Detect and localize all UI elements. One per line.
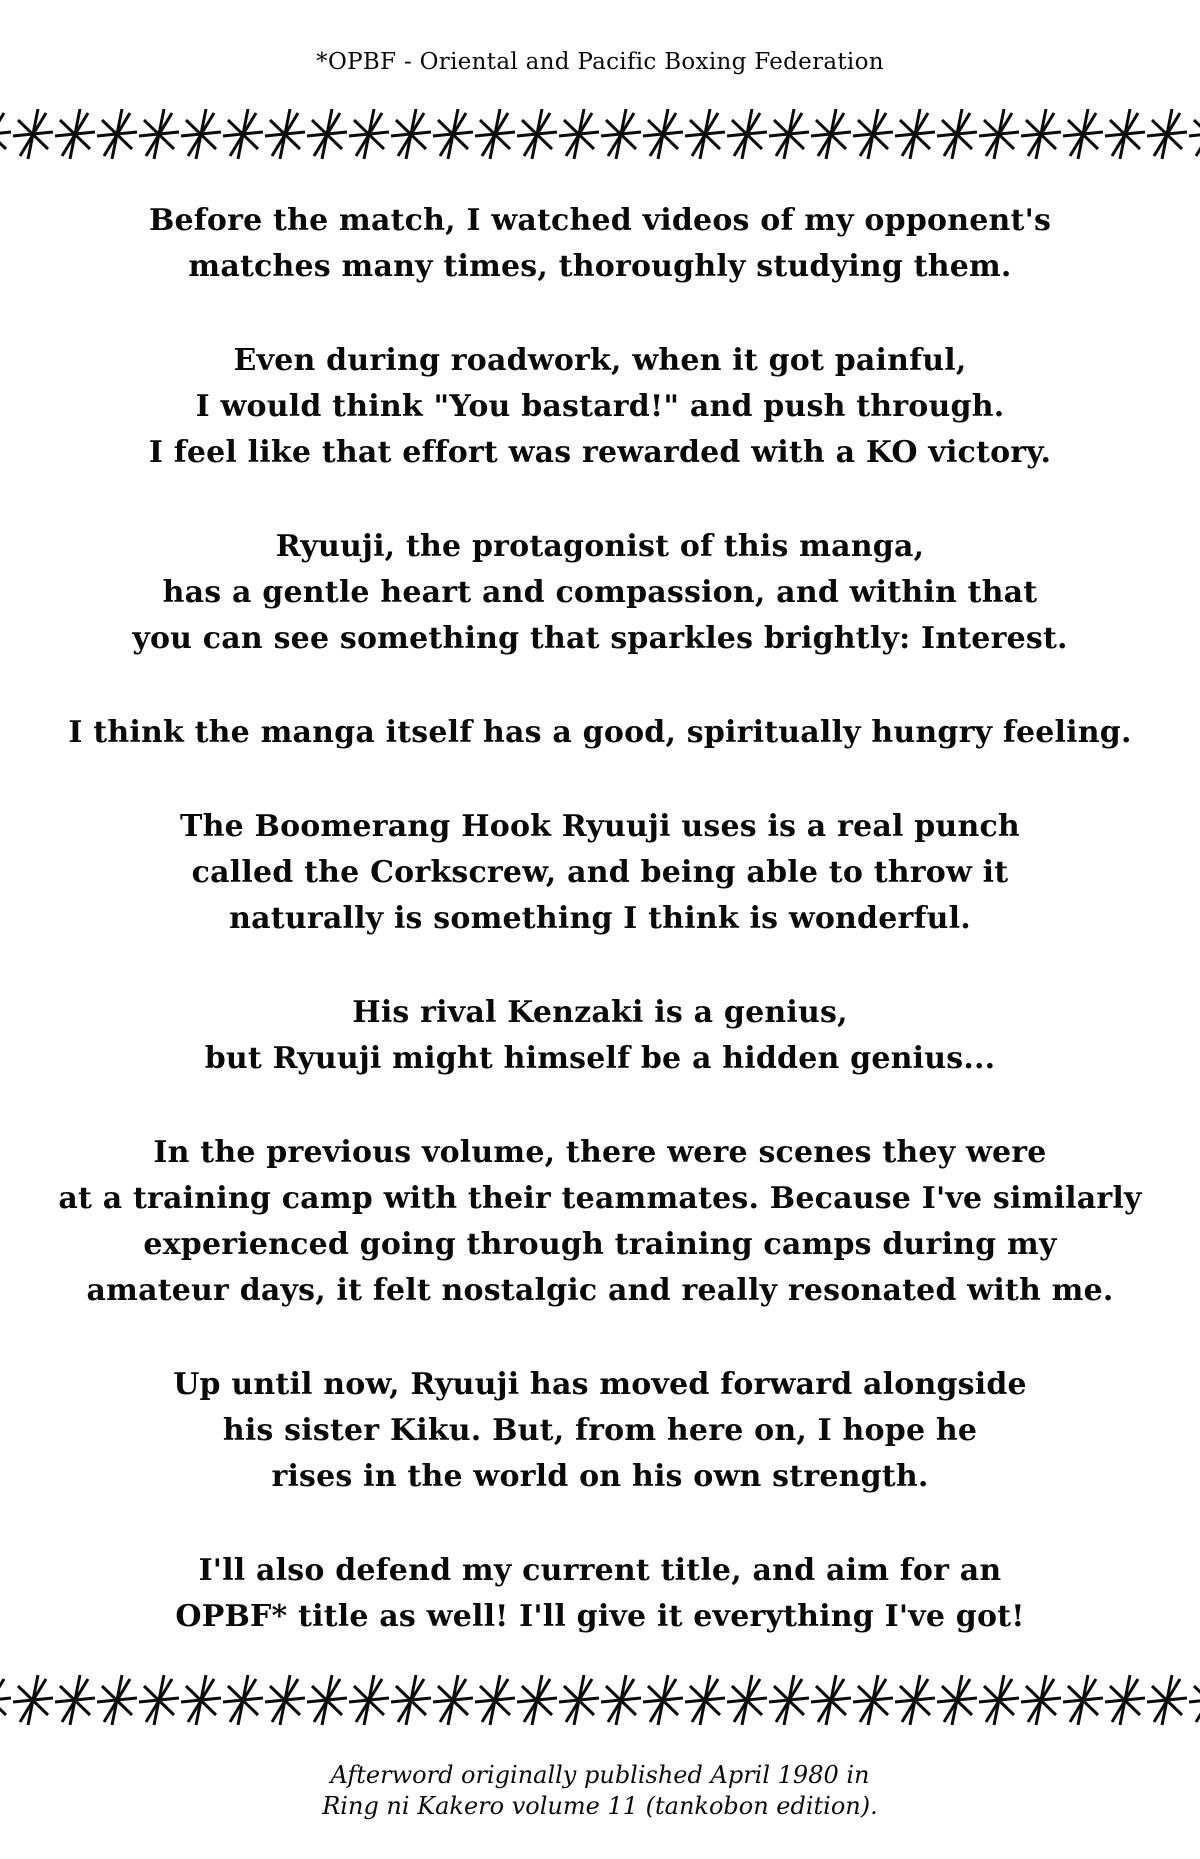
paragraph-line: but Ryuuji might himself be a hidden genius... bbox=[204, 1041, 996, 1076]
asterisk-icon bbox=[180, 1672, 222, 1728]
asterisk-icon bbox=[768, 1672, 810, 1728]
paragraph bbox=[0, 1130, 1200, 1314]
asterisk-icon bbox=[852, 1672, 894, 1728]
asterisk-icon bbox=[0, 1672, 12, 1728]
paragraph-line: Before the match, I watched videos of my opponent's bbox=[148, 203, 1052, 238]
paragraph-line: matches many times, thoroughly studying them. bbox=[188, 249, 1012, 284]
asterisk-icon bbox=[516, 1672, 558, 1728]
paragraph-line: his sister Kiku. But, from here on, I hope he bbox=[222, 1413, 978, 1448]
paragraph-line: I would think "You bastard!" and push through. bbox=[195, 389, 1005, 424]
star-divider-top bbox=[0, 102, 1200, 166]
publication-note-line: Afterword originally published April 1980 in bbox=[330, 1761, 870, 1789]
asterisk-icon bbox=[1104, 106, 1146, 162]
asterisk-icon bbox=[96, 106, 138, 162]
afterword-body-text bbox=[0, 198, 1200, 1640]
asterisk-icon bbox=[474, 1672, 516, 1728]
asterisk-icon bbox=[180, 106, 222, 162]
paragraph-line: OPBF* title as well! I'll give it everything I've got! bbox=[175, 1599, 1025, 1634]
asterisk-icon bbox=[306, 106, 348, 162]
publication-note bbox=[0, 1760, 1200, 1822]
asterisk-icon bbox=[348, 106, 390, 162]
paragraph-line: I think the manga itself has a good, spiritually hungry feeling. bbox=[68, 715, 1132, 750]
opbf-footnote: *OPBF - Oriental and Pacific Boxing Federation bbox=[316, 49, 884, 75]
paragraph-line: I'll also defend my current title, and aim for an bbox=[198, 1553, 1002, 1588]
publication-note-line: Ring ni Kakero volume 11 (tankobon edition). bbox=[322, 1792, 878, 1820]
paragraph bbox=[0, 710, 1200, 756]
asterisk-icon bbox=[516, 106, 558, 162]
paragraph bbox=[0, 990, 1200, 1082]
asterisk-icon bbox=[138, 1672, 180, 1728]
paragraph-line: has a gentle heart and compassion, and within that bbox=[162, 575, 1038, 610]
paragraph bbox=[0, 804, 1200, 942]
asterisk-icon bbox=[852, 106, 894, 162]
paragraph bbox=[0, 198, 1200, 290]
asterisk-icon bbox=[264, 1672, 306, 1728]
asterisk-icon bbox=[432, 106, 474, 162]
asterisk-icon bbox=[1104, 1672, 1146, 1728]
paragraph-line: The Boomerang Hook Ryuuji uses is a real punch bbox=[180, 809, 1020, 844]
asterisk-icon bbox=[1062, 1672, 1104, 1728]
asterisk-icon bbox=[54, 1672, 96, 1728]
paragraph-line: naturally is something I think is wonderful. bbox=[229, 901, 971, 936]
asterisk-icon bbox=[390, 1672, 432, 1728]
asterisk-icon bbox=[264, 106, 306, 162]
asterisk-icon bbox=[768, 106, 810, 162]
asterisk-icon bbox=[1020, 1672, 1062, 1728]
asterisk-icon bbox=[726, 1672, 768, 1728]
paragraph-line: at a training camp with their teammates. Because I've similarly bbox=[58, 1181, 1142, 1216]
asterisk-icon bbox=[432, 1672, 474, 1728]
asterisk-icon bbox=[642, 106, 684, 162]
paragraph bbox=[0, 524, 1200, 662]
asterisk-icon bbox=[894, 106, 936, 162]
asterisk-icon bbox=[12, 106, 54, 162]
paragraph-line: I feel like that effort was rewarded with a KO victory. bbox=[148, 435, 1052, 470]
asterisk-icon bbox=[306, 1672, 348, 1728]
asterisk-icon bbox=[810, 1672, 852, 1728]
paragraph-line: called the Corkscrew, and being able to throw it bbox=[191, 855, 1009, 890]
asterisk-icon bbox=[1062, 106, 1104, 162]
star-divider-bottom bbox=[0, 1668, 1200, 1732]
asterisk-icon bbox=[0, 106, 12, 162]
paragraph bbox=[0, 338, 1200, 476]
paragraph-line: Up until now, Ryuuji has moved forward alongside bbox=[173, 1367, 1027, 1402]
paragraph-line: experienced going through training camps during my bbox=[143, 1227, 1057, 1262]
asterisk-icon bbox=[96, 1672, 138, 1728]
asterisk-icon bbox=[642, 1672, 684, 1728]
paragraph bbox=[0, 1548, 1200, 1640]
asterisk-icon bbox=[54, 106, 96, 162]
asterisk-icon bbox=[978, 106, 1020, 162]
asterisk-icon bbox=[1146, 1672, 1188, 1728]
paragraph-line: His rival Kenzaki is a genius, bbox=[352, 995, 848, 1030]
asterisk-icon bbox=[1146, 106, 1188, 162]
asterisk-icon bbox=[390, 106, 432, 162]
asterisk-icon bbox=[978, 1672, 1020, 1728]
paragraph-line: Ryuuji, the protagonist of this manga, bbox=[275, 529, 925, 564]
asterisk-icon bbox=[474, 106, 516, 162]
asterisk-icon bbox=[222, 1672, 264, 1728]
asterisk-icon bbox=[222, 106, 264, 162]
asterisk-icon bbox=[600, 1672, 642, 1728]
asterisk-icon bbox=[600, 106, 642, 162]
paragraph-line: rises in the world on his own strength. bbox=[271, 1459, 929, 1494]
paragraph-line: Even during roadwork, when it got painful, bbox=[233, 343, 967, 378]
paragraph-line: amateur days, it felt nostalgic and really resonated with me. bbox=[86, 1273, 1114, 1308]
asterisk-icon bbox=[1188, 106, 1200, 162]
asterisk-icon bbox=[558, 106, 600, 162]
asterisk-icon bbox=[684, 106, 726, 162]
asterisk-icon bbox=[12, 1672, 54, 1728]
asterisk-icon bbox=[810, 106, 852, 162]
asterisk-icon bbox=[558, 1672, 600, 1728]
asterisk-icon bbox=[726, 106, 768, 162]
paragraph-line: In the previous volume, there were scenes they were bbox=[153, 1135, 1047, 1170]
asterisk-icon bbox=[138, 106, 180, 162]
asterisk-icon bbox=[936, 1672, 978, 1728]
asterisk-icon bbox=[894, 1672, 936, 1728]
asterisk-icon bbox=[1020, 106, 1062, 162]
asterisk-icon bbox=[936, 106, 978, 162]
asterisk-icon bbox=[1188, 1672, 1200, 1728]
paragraph bbox=[0, 1362, 1200, 1500]
asterisk-icon bbox=[348, 1672, 390, 1728]
asterisk-icon bbox=[684, 1672, 726, 1728]
paragraph-line: you can see something that sparkles brightly: Interest. bbox=[132, 621, 1068, 656]
